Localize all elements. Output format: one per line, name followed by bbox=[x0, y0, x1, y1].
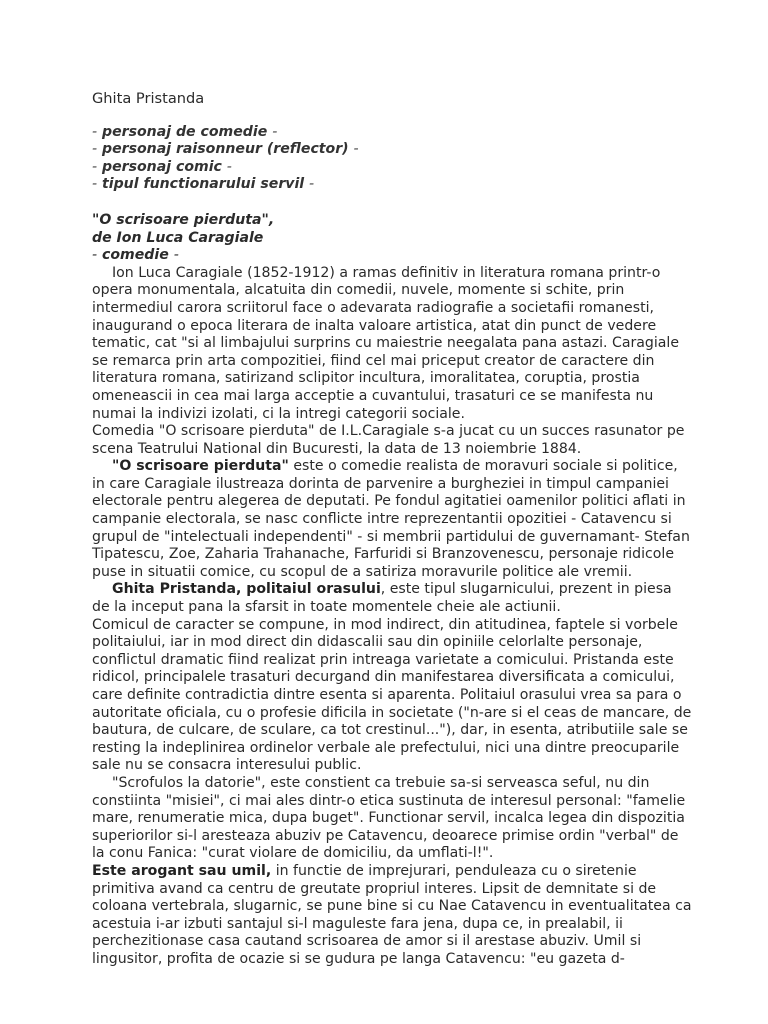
trait-item: - personaj comic - bbox=[92, 158, 232, 175]
paragraph-intro: Ion Luca Caragiale (1852-1912) a ramas definitiv in literatura romana printr-o opera monumentala, alcatuita din comedii, nuvele, momente si schite, prin intermediul carora scriitorul face o adevarata radiografie a societafii romanesti, inaugurand o epoca literara de inalta valoare artistica, atat din punct de vedere tematic, cat "si al limbajului surprins cu maiestrie neegalata pana astazi. Caragiale se remarca prin arta compozitiei, fiind cel mai priceput creator de caractere din literatura romana, satirizand sclipitor incultura, imoralitatea, coruptia, prostia omeneascii in cea mai larga acceptie a cuvantului, trasaturi ce se manifesta nu numai la indivizi izolati, ci la intregi categorii sociale. bbox=[92, 264, 680, 422]
paragraph-duty: "Scrofulos la datorie", este constient ca trebuie sa-si serveasca seful, nu din constiinta "misiei", ci mai ales dintr-o etica sustinuta de interesul personal: "famelie mare, renumeratie mica, dupa buget". Functionar servil, incalca legea din dispozitia superiorilor si-l aresteaza abuziv pe Catavencu, deoarece primise ordin "verbal" de la conu Fanica: "curat violare de domiciliu, da umflati-l!". bbox=[92, 774, 686, 862]
trait-item: - personaj de comedie - bbox=[92, 123, 278, 140]
work-author: de Ion Luca Caragiale bbox=[92, 229, 264, 246]
trait-item: - tipul functionarului servil - bbox=[92, 176, 315, 193]
paragraph-comedy: "O scrisoare pierduta" este o comedie realista de moravuri sociale si politice, in care Caragiale ilustreaza dorinta de parvenire a burgheziei in timpul campaniei electorale pentru alegerea de deputati. Pe fondul agitatiei oamenilor politici aflati in campanie electorala, se nasc conflicte intre reprezentantii opozitiei - Catavencu si grupul de "intelectuali independenti" - si membrii partidului de guvernamant- Stefan Tipatescu, Zoe, Zaharia Trahanache, Farfuridi si Branzovenescu, personaje ridicole puse in situatii comice, cu scopul de a satiriza moravurile politice ale vremii. bbox=[92, 458, 690, 580]
work-heading bbox=[92, 212, 692, 265]
document-title: Ghita Pristanda bbox=[92, 90, 205, 107]
paragraph-premiere: Comedia "O scrisoare pierduta" de I.L.Caragiale s-a jucat cu un succes rasunator pe scena Teatrului National din Bucuresti, la data de 13 noiembrie 1884. bbox=[92, 423, 685, 457]
character-traits-list bbox=[92, 124, 692, 194]
paragraph-pristanda: Ghita Pristanda, politaiul orasului, este tipul slugarnicului, prezent in piesa de la inceput pana la sfarsit in toate momentele cheie ale actiunii. bbox=[92, 581, 672, 616]
work-genre: - comedie - bbox=[92, 247, 179, 264]
paragraph-comic-character: Comicul de caracter se compune, in mod indirect, din atitudinea, faptele si vorbele politaiului, iar in mod direct din didascalii sau din opiniile celorlalte personaje, conflictul dramatic fiind realizat prin intreaga varietate a comicului. Pristanda este ridicol, principalele trasaturi decurgand din manifestarea diversificata a comicului, care definite contradictia dintre esenta si aparenta. Politaiul orasului vrea sa para o autoritate oficiala, cu o profesie dificila in societate ("n-are si el ceas de mancare, de bautura, de culcare, de sculare, ca tot crestinul..."), dar, in esenta, atributiile sale se resting la indeplinirea ordinelor verbale ale prefectului, nici una dintre preocuparile sale nu se consacra interesului public. bbox=[92, 616, 692, 774]
work-title: "O scrisoare pierduta", bbox=[92, 211, 275, 228]
trait-item: - personaj raisonneur (reflector) - bbox=[92, 141, 359, 158]
paragraph-arrogant: Este arogant sau umil, in functie de imprejurari, penduleaza cu o siretenie primitiva avand ca centru de greutate propriul interes. Lipsit de demnitate si de coloana vertebrala, slugarnic, se pune bine si cu Nae Catavencu in eventualitatea ca acestuia i-ar izbuti santajul si-l maguleste fara jena, dupa ce, in prealabil, ii perchezitionase casa cautand scrisoarea de amor si il arestase abuziv. Umil si lingusitor, profita de ocazie si se gudura pe langa Catavencu: "eu gazeta d- bbox=[92, 862, 692, 967]
document-page bbox=[92, 90, 692, 969]
